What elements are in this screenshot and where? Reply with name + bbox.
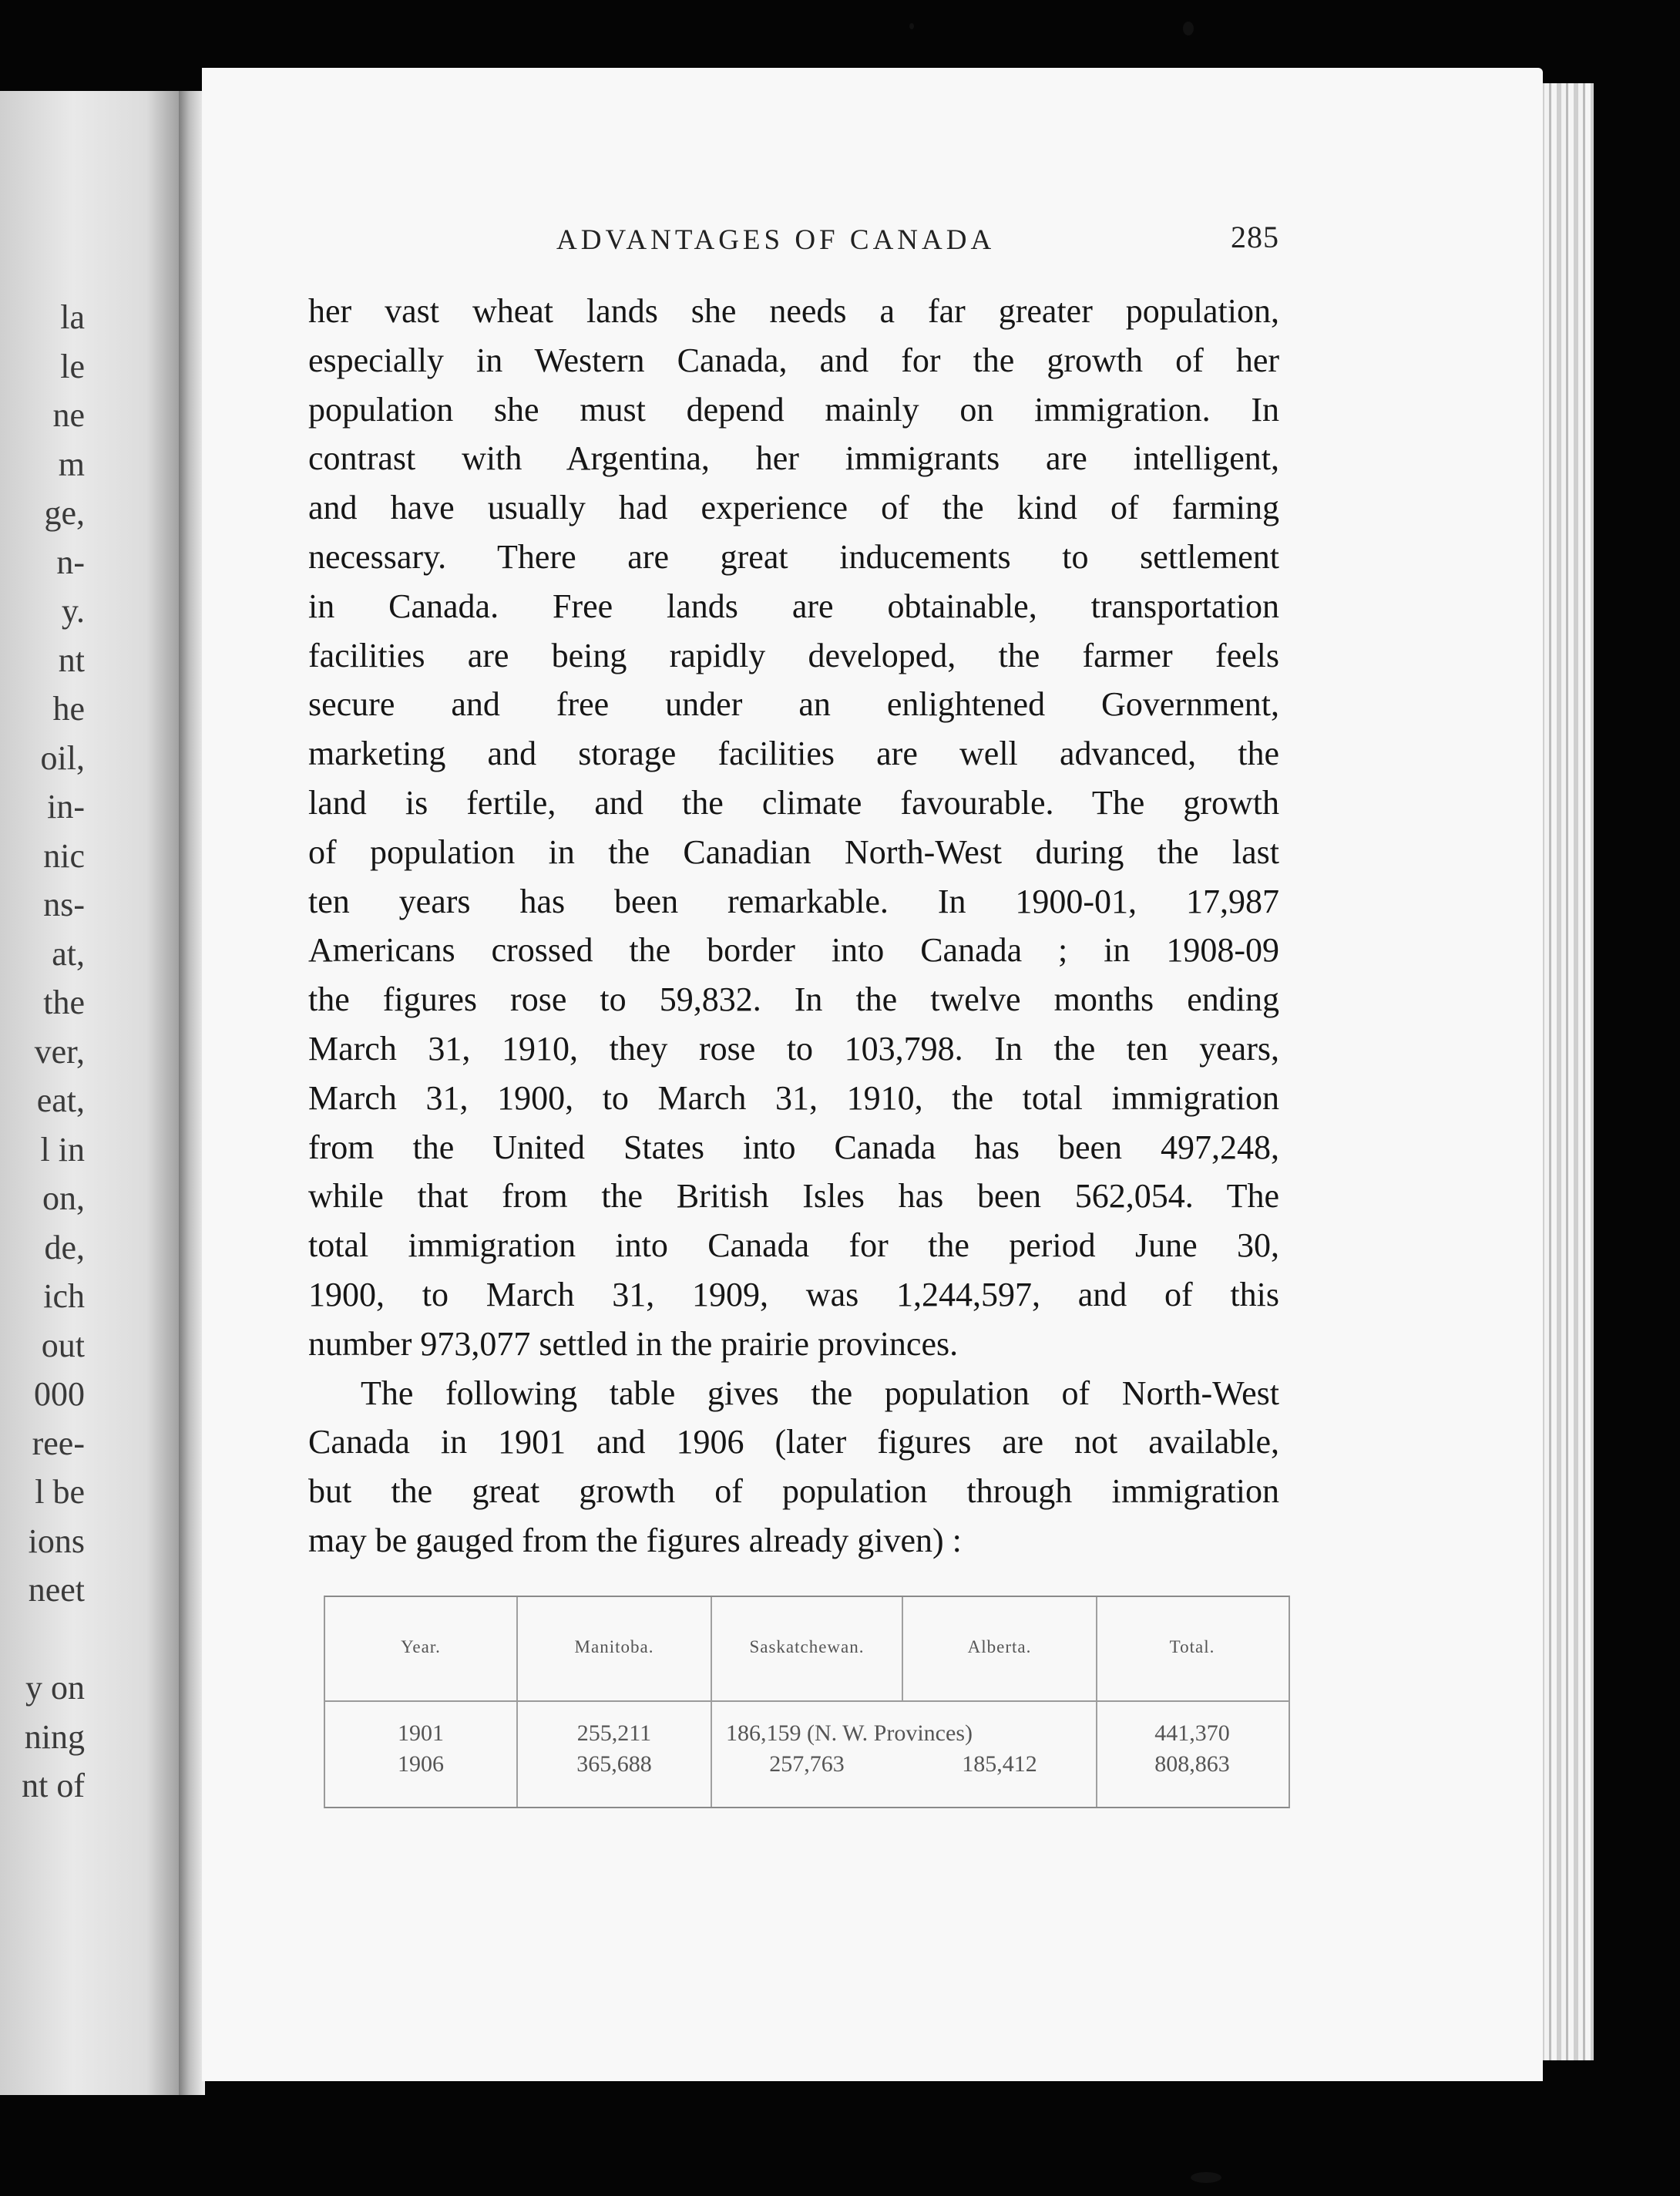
cell-alberta-1906: 185,412 bbox=[962, 1751, 1037, 1777]
scan-speck bbox=[1183, 22, 1194, 35]
facing-page-fragment: the bbox=[43, 984, 85, 1021]
text-line: contrast with Argentina, her immigrants are intelligent, bbox=[308, 439, 1279, 478]
text-line: The following table gives the population of North-West bbox=[361, 1374, 1279, 1412]
facing-page-fragment: la bbox=[60, 298, 85, 336]
facing-page-fragment: ich bbox=[43, 1277, 85, 1315]
facing-page-fragment: out bbox=[41, 1326, 85, 1364]
text-line: necessary. There are great inducements to settlement bbox=[308, 537, 1279, 576]
facing-page-fragment: ns- bbox=[43, 886, 85, 923]
facing-page-fragment: m bbox=[58, 445, 85, 483]
facing-page-fragment: n- bbox=[56, 543, 85, 581]
facing-page-fragment: ver, bbox=[34, 1032, 85, 1071]
header-manitoba: Manitoba. bbox=[574, 1637, 654, 1656]
text-line: ten years has been remarkable. In 1900-01, 17,987 bbox=[308, 882, 1279, 920]
text-line: land is fertile, and the climate favourable. The growth bbox=[308, 783, 1279, 822]
facing-page-fragment: oil, bbox=[40, 738, 85, 777]
facing-page-fragment: ree- bbox=[32, 1424, 85, 1462]
book-gutter bbox=[179, 91, 205, 2095]
table-header-rule bbox=[325, 1700, 1289, 1702]
facing-page-fragment: nic bbox=[43, 836, 85, 875]
cell-manitoba-1906: 365,688 bbox=[576, 1751, 652, 1777]
facing-page-fragment: le bbox=[60, 347, 85, 385]
facing-page-fragment: neet bbox=[28, 1571, 85, 1609]
cell-total-1901: 441,370 bbox=[1154, 1720, 1230, 1746]
running-head: ADVANTAGES OF CANADA bbox=[556, 224, 996, 256]
text-line: marketing and storage facilities are well advanced, the bbox=[308, 735, 1279, 773]
text-line: and have usually had experience of the kind of farming bbox=[308, 489, 1279, 527]
text-line: especially in Western Canada, and for the growth of her bbox=[308, 341, 1279, 379]
text-line: in Canada. Free lands are obtainable, transportation bbox=[308, 587, 1279, 625]
text-line: total immigration into Canada for the period June 30, bbox=[308, 1226, 1279, 1265]
facing-page-fragment: at, bbox=[52, 934, 85, 973]
text-line: 1900, to March 31, 1909, was 1,244,597, and of this bbox=[308, 1275, 1279, 1313]
text-line: from the United States into Canada has been 497,248, bbox=[308, 1128, 1279, 1166]
facing-page-fragment: he bbox=[52, 690, 85, 728]
facing-page-fragment: on, bbox=[42, 1179, 85, 1217]
text-line: while that from the British Isles has been 562,054. The bbox=[308, 1177, 1279, 1216]
cell-saskatchewan-1906: 257,763 bbox=[769, 1751, 845, 1777]
text-line: the figures rose to 59,832. In the twelve months ending bbox=[308, 980, 1279, 1019]
facing-page-fragment: de, bbox=[44, 1228, 85, 1266]
body-text bbox=[308, 287, 1279, 1565]
text-line: of population in the Canadian North-West during the last bbox=[308, 832, 1279, 871]
facing-page-fragment: ne bbox=[52, 396, 85, 434]
facing-page-fragment: ge, bbox=[44, 494, 85, 532]
text-line: secure and free under an enlightened Government, bbox=[308, 685, 1279, 724]
cell-year-1901: 1901 bbox=[398, 1720, 444, 1746]
facing-page-fragment bbox=[0, 1615, 85, 1664]
header-alberta: Alberta. bbox=[967, 1637, 1032, 1656]
text-line: March 31, 1900, to March 31, 1910, the total immigration bbox=[308, 1078, 1279, 1117]
text-line: may be gauged from the figures already given) : bbox=[308, 1521, 962, 1559]
facing-page-fragment: y on bbox=[25, 1669, 85, 1707]
page-number: 285 bbox=[1231, 220, 1279, 254]
text-line: population she must depend mainly on immigration. In bbox=[308, 390, 1279, 429]
facing-page-text bbox=[0, 293, 85, 1811]
text-line: Americans crossed the border into Canada ; in 1908-09 bbox=[308, 931, 1279, 970]
facing-page-fragment: in- bbox=[47, 788, 85, 826]
text-line: facilities are being rapidly developed, the farmer feels bbox=[308, 636, 1279, 674]
text-line: March 31, 1910, they rose to 103,798. In the ten years, bbox=[308, 1029, 1279, 1068]
facing-page-fragment: eat, bbox=[36, 1081, 85, 1119]
text-line: her vast wheat lands she needs a far greater population, bbox=[308, 292, 1279, 330]
header-year: Year. bbox=[401, 1637, 441, 1656]
population-table bbox=[324, 1596, 1290, 1808]
facing-page-fragment: ning bbox=[24, 1717, 85, 1756]
facing-page-fragment: 000 bbox=[34, 1375, 85, 1413]
cell-manitoba-1901: 255,211 bbox=[576, 1720, 652, 1746]
scan-speck bbox=[1191, 2172, 1221, 2183]
facing-page-fragment: l be bbox=[35, 1473, 85, 1511]
facing-page-fragment: nt of bbox=[22, 1767, 85, 1804]
cell-total-1906: 808,863 bbox=[1154, 1751, 1230, 1777]
scan-speck bbox=[909, 23, 914, 29]
facing-page-fragment: nt bbox=[58, 641, 85, 679]
facing-page-fragment: l in bbox=[40, 1130, 85, 1169]
header-saskatchewan: Saskatchewan. bbox=[749, 1637, 865, 1656]
text-line: number 973,077 settled in the prairie provinces. bbox=[308, 1324, 959, 1363]
header-total: Total. bbox=[1169, 1637, 1215, 1656]
page-edges bbox=[1540, 83, 1594, 2060]
text-line: but the great growth of population through immigration bbox=[308, 1472, 1279, 1511]
facing-page-fragment: ions bbox=[28, 1522, 85, 1560]
cell-nw-provinces-1901: 186,159 (N. W. Provinces) bbox=[726, 1720, 973, 1746]
text-line: Canada in 1901 and 1906 (later figures are not available, bbox=[308, 1423, 1279, 1461]
facing-page-fragment: y. bbox=[61, 592, 85, 630]
cell-year-1906: 1906 bbox=[398, 1751, 444, 1777]
